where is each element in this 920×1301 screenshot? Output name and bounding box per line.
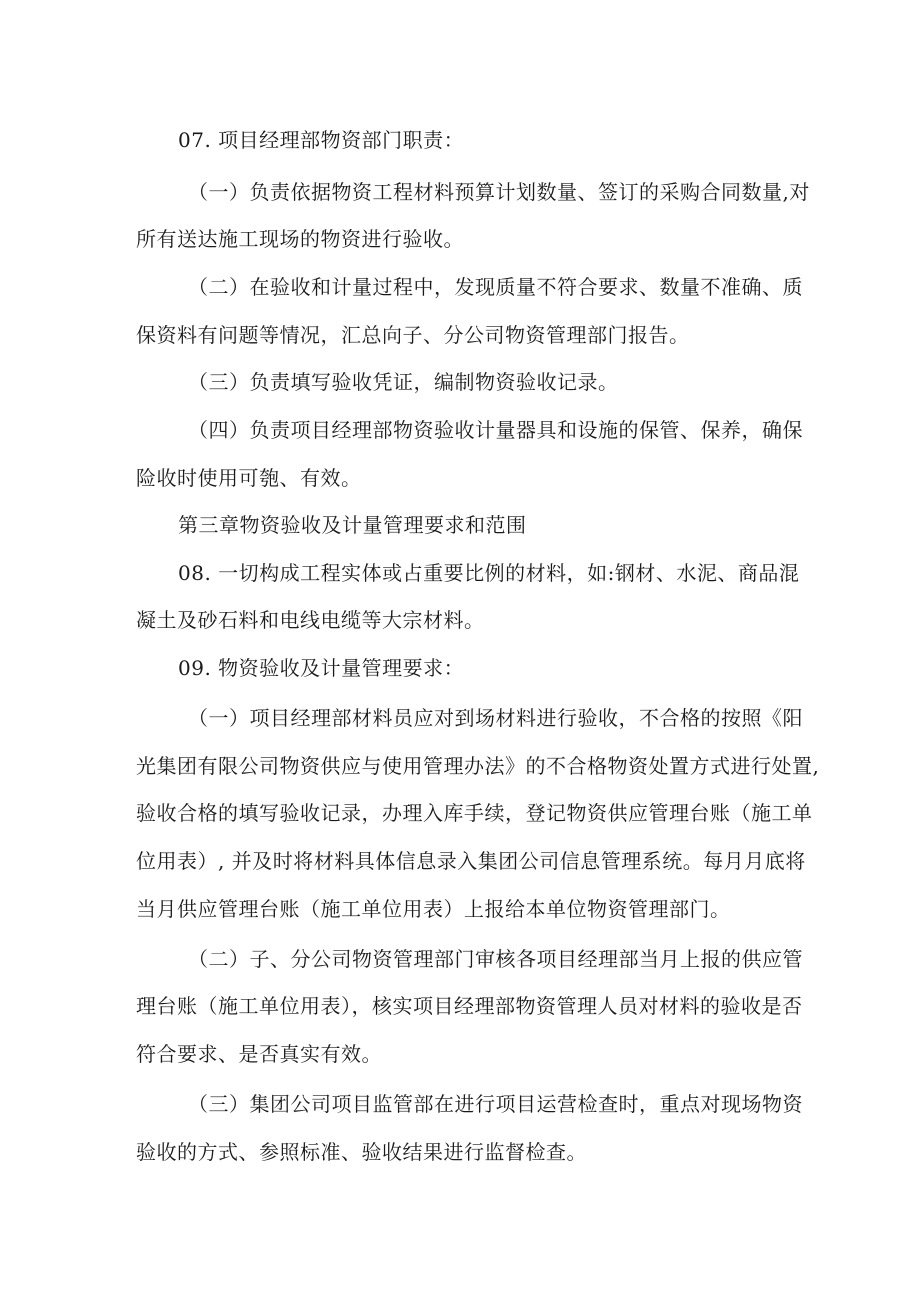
para-07-4-line-2: 险收时使用可匏、有效。 xyxy=(136,466,362,490)
para-09-1-line-1: （一）项目经理部材料员应对到场材料进行验收，不合格的按照《阳 xyxy=(188,706,803,730)
para-09-2-line-2: 理台账（施工单位用表），核实项目经理部物资管理人员对材料的验收是否 xyxy=(136,994,803,1018)
para-07-1-line-1: （一）负责依据物资工程材料预算计划数量、签订的采购合同数量,对 xyxy=(188,180,810,204)
para-07-3: （三）负责填写验收凭证，编制物资验收记录。 xyxy=(188,370,619,394)
chapter-3-heading: 第三章物资验收及计量管理要求和范围 xyxy=(178,513,527,537)
section-08-line-2: 凝土及砂石料和电线电缆等大宗材料。 xyxy=(136,608,485,632)
para-09-3-line-1: （三）集团公司项目监管部在进行项目运营检查时，重点对现场物资 xyxy=(188,1092,803,1116)
para-09-1-line-4: 位用表）, 并及时将材料具体信息录入集团公司信息管理系统。每月月底将 xyxy=(136,849,806,873)
para-09-2-line-1: （二）子、分公司物资管理部门审核各项目经理部当月上报的供应管 xyxy=(188,947,803,971)
para-07-4-line-1: （四）负责项目经理部物资验收计量器具和设施的保管、保养，确保 xyxy=(188,418,803,442)
para-07-1-line-2: 所有送达施工现场的物资进行验收。 xyxy=(136,227,464,251)
para-09-3-line-2: 验收的方式、参照标准、验收结果进行监督检查。 xyxy=(136,1140,587,1164)
para-07-2-line-2: 保资料有问题等情况，汇总向子、分公司物资管理部门报告。 xyxy=(136,323,690,347)
para-09-1-line-3: 验收合格的填写验收记录，办理入库手续，登记物资供应管理台账（施工单 xyxy=(136,801,813,825)
section-08-line-1: 08. 一切构成工程实体或占重要比例的材料，如:钢材、水泥、商品混 xyxy=(178,561,800,585)
para-09-2-line-3: 符合要求、是否真实有效。 xyxy=(136,1042,382,1066)
section-07-heading: 07. 项目经理部物资部门职责： xyxy=(178,128,465,152)
para-09-1-line-5: 当月供应管理台账（施工单位用表）上报给本单位物资管理部门。 xyxy=(136,897,731,921)
para-09-1-line-2: 光集团有限公司物资供应与使用管理办法》的不合格物资处置方式进行处置, xyxy=(136,754,820,778)
para-07-2-line-1: （二）在验收和计量过程中，发现质量不符合要求、数量不准确、质 xyxy=(188,275,803,299)
section-09-heading: 09. 物资验收及计量管理要求： xyxy=(178,656,465,680)
